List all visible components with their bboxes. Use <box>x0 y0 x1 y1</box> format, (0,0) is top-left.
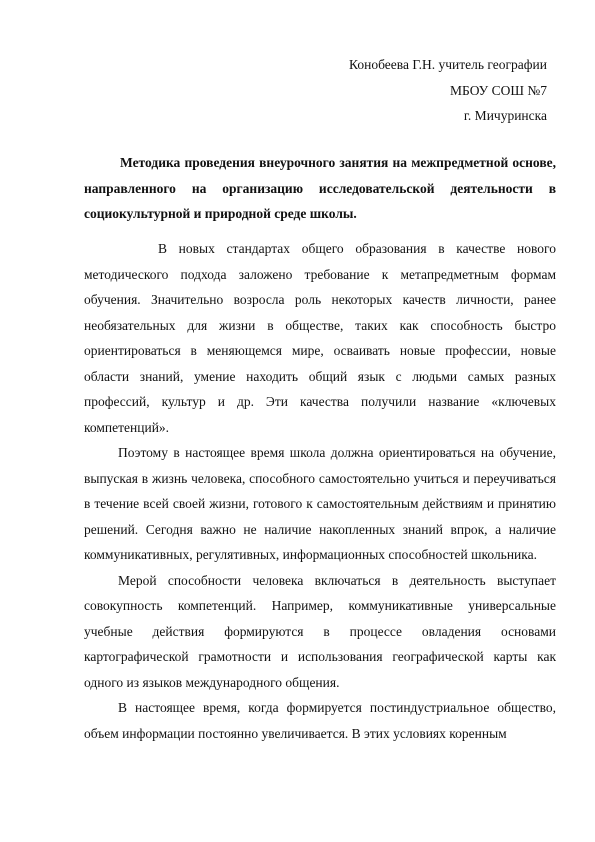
school-line: МБОУ СОШ №7 <box>450 82 547 98</box>
document-body <box>84 236 556 746</box>
city-line: г. Мичуринска <box>463 108 547 123</box>
author-header <box>349 52 547 129</box>
document-title: Методика проведения внеурочного занятия на межпредметной основе, направленного на организацию исследовательской деятельности в социокультурной и природной среде школы. <box>84 155 556 221</box>
paragraph-4: В настоящее время, когда формируется постиндустриальное общество, объем информации постоянно увеличивается. В этих условиях коренным <box>84 700 556 741</box>
author-line: Конобеева Г.Н. учитель географии <box>349 57 547 72</box>
paragraph-1: В новых стандартах общего образования в качестве нового методического подхода заложено требование к метапредметным формам обучения. Значительно возросла роль некоторых качеств личности, ранее необязательных для жизни в обществе, таких как способность быстро ориентироваться в меняющемся мире, осваивать новые профессии, новые области знаний, умение находить общий язык с людьми самых разных профессий, культур и др. Эти качества получили название «ключевых компетенций». <box>84 241 556 435</box>
paragraph-2: Поэтому в настоящее время школа должна ориентироваться на обучение, выпуская в жизнь человека, способного самостоятельно учиться и переучиваться в течение всей своей жизни, готового к самостоятельным действиям и принятию решений. Сегодня важно не наличие накопленных знаний впрок, а наличие коммуникативных, регулятивных, информационных способностей школьника. <box>84 445 556 562</box>
paragraph-3: Мерой способности человека включаться в деятельность выступает совокупность компетенций. Например, коммуникативные универсальные учебные действия формируются в процессе овладения основами картографической грамотности и использования географической карты как одного из языков международного общения. <box>84 572 556 690</box>
